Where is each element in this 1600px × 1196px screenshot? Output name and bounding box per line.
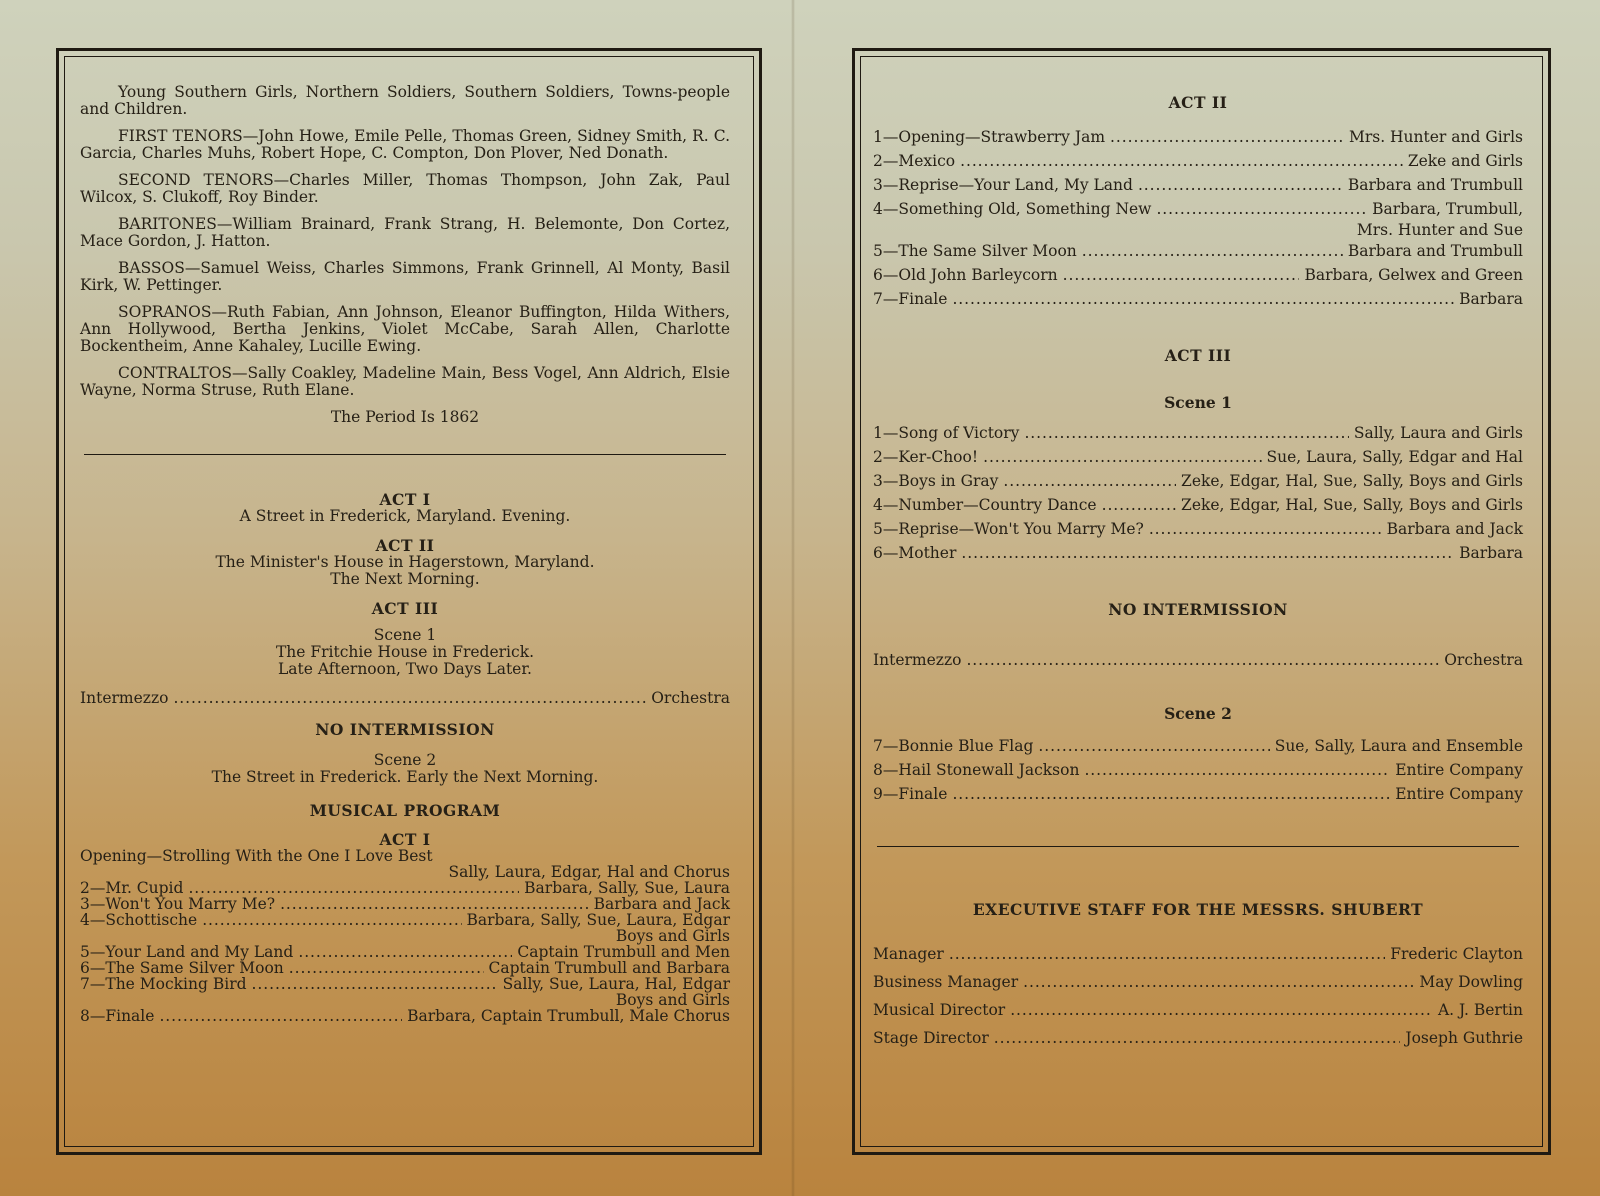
list-item: 3—Boys in Gray . . . Zeke, Edgar, Hal, Sue, Sally, Boys and Girls xyxy=(873,469,1523,493)
list-item: 9—Finale . . . Entire Company xyxy=(873,782,1523,806)
musical-program-title: MUSICAL PROGRAM xyxy=(309,801,501,820)
executive-staff-title: EXECUTIVE STAFF FOR THE MESSRS. SHUBERT xyxy=(972,900,1424,919)
act2-title: ACT II xyxy=(1168,93,1228,112)
list-item: 4—Schottische . . . Barbara, Sally, Sue, Laura, Edgar xyxy=(80,912,730,928)
no-intermission: NO INTERMISSION xyxy=(315,720,495,739)
section-divider xyxy=(84,454,726,455)
act1-setting: A Street in Frederick, Maryland. Evening. xyxy=(239,507,571,525)
left-page xyxy=(80,84,730,1024)
intermezzo-value: Orchestra xyxy=(1444,651,1523,669)
act1-title: ACT I xyxy=(379,490,431,509)
cast-first-tenors: FIRST TENORS—John Howe, Emile Pelle, Thomas Green, Sidney Smith, R. C. Garcia, Charles Muhs, Robert Hope, C. Compton, Don Plover, Ned Donath. xyxy=(80,127,730,162)
scene2-label: Scene 2 xyxy=(1164,704,1232,723)
act3-scene1-setting-line1: The Fritchie House in Frederick. xyxy=(275,643,535,661)
intermezzo-label: Intermezzo xyxy=(873,651,962,669)
period-note: The Period Is 1862 xyxy=(330,408,480,426)
act3-numbers xyxy=(873,421,1523,565)
staff-row: Musical Director . . . A. J. Bertin xyxy=(873,996,1523,1024)
act3-title: ACT III xyxy=(371,599,439,618)
list-item: 1—Song of Victory . . . Sally, Laura and Girls xyxy=(873,421,1523,445)
list-item: 3—Won't You Marry Me? . . . Barbara and Jack xyxy=(80,896,730,912)
list-item: 8—Hail Stonewall Jackson . . . Entire Company xyxy=(873,758,1523,782)
act3-title: ACT III xyxy=(1164,346,1232,365)
opening-number: Opening—Strolling With the One I Love Best xyxy=(80,847,433,865)
staff-row: Business Manager . . . May Dowling xyxy=(873,968,1523,996)
staff-row: Manager . . . Frederic Clayton xyxy=(873,940,1523,968)
staff-list xyxy=(873,940,1523,1052)
list-item: 6—Old John Barleycorn . . . Barbara, Gelwex and Green xyxy=(873,263,1523,287)
list-item: 7—Bonnie Blue Flag . . . Sue, Sally, Laura and Ensemble xyxy=(873,734,1523,758)
act2-setting-line1: The Minister's House in Hagerstown, Maryland. xyxy=(215,553,595,571)
cast-contraltos: CONTRALTOS—Sally Coakley, Madeline Main, Bess Vogel, Ann Aldrich, Elsie Wayne, Norma Struse, Ruth Elane. xyxy=(80,364,730,399)
act3-scene1-label: Scene 1 xyxy=(373,626,437,644)
cast-bassos: BASSOS—Samuel Weiss, Charles Simmons, Frank Grinnell, Al Monty, Basil Kirk, W. Pettinger. xyxy=(80,259,730,294)
mocking-bird-cast-continued: Boys and Girls xyxy=(615,991,730,1009)
act3-scene1-label: Scene 1 xyxy=(1164,393,1232,412)
cast-second-tenors: SECOND TENORS—Charles Miller, Thomas Thompson, John Zak, Paul Wilcox, S. Clukoff, Roy Binder. xyxy=(80,171,730,206)
no-intermission: NO INTERMISSION xyxy=(1108,600,1288,619)
leader-dots xyxy=(173,690,646,707)
list-item: 5—The Same Silver Moon . . . Barbara and Trumbull xyxy=(873,239,1523,263)
list-item: 2—Mexico . . . Zeke and Girls xyxy=(873,149,1523,173)
opening-cast: Sally, Laura, Edgar, Hal and Chorus xyxy=(448,863,730,881)
list-item: 3—Reprise—Your Land, My Land . . . Barbara and Trumbull xyxy=(873,173,1523,197)
act2-numbers xyxy=(873,125,1523,311)
intermezzo-row xyxy=(80,690,730,707)
page-fold xyxy=(791,0,795,1196)
list-item: 6—Mother . . . Barbara xyxy=(873,541,1523,565)
intermezzo-label: Intermezzo xyxy=(80,689,169,707)
act2-setting-line2: The Next Morning. xyxy=(330,570,480,588)
list-item: 4—Number—Country Dance . . . Zeke, Edgar, Hal, Sue, Sally, Boys and Girls xyxy=(873,493,1523,517)
musical-program-act1: ACT I xyxy=(379,830,431,849)
list-item: 5—Reprise—Won't You Marry Me? . . . Barbara and Jack xyxy=(873,517,1523,541)
list-item: 7—Finale . . . Barbara xyxy=(873,287,1523,311)
act3-scene2-label: Scene 2 xyxy=(373,751,437,769)
something-old-cast-continued: Mrs. Hunter and Sue xyxy=(1356,221,1523,239)
list-item: 5—Your Land and My Land . . . Captain Trumbull and Men xyxy=(80,944,730,960)
cast-baritones: BARITONES—William Brainard, Frank Strang, H. Belemonte, Don Cortez, Mace Gordon, J. Hatton. xyxy=(80,215,730,250)
act2-title: ACT II xyxy=(375,536,435,555)
right-page xyxy=(873,94,1523,1052)
schottische-cast-continued: Boys and Girls xyxy=(615,927,730,945)
list-item: 2—Mr. Cupid . . . Barbara, Sally, Sue, Laura xyxy=(80,880,730,896)
intermezzo-value: Orchestra xyxy=(651,689,730,707)
section-divider xyxy=(877,846,1519,847)
staff-row: Stage Director . . . Joseph Guthrie xyxy=(873,1024,1523,1052)
list-item: 2—Ker-Choo! . . . Sue, Laura, Sally, Edgar and Hal xyxy=(873,445,1523,469)
list-item: 7—The Mocking Bird . . . Sally, Sue, Laura, Hal, Edgar xyxy=(80,976,730,992)
leader-dots xyxy=(966,652,1439,669)
act3-scene1-setting-line2: Late Afternoon, Two Days Later. xyxy=(277,660,532,678)
scene2-numbers xyxy=(873,734,1523,806)
cast-sopranos: SOPRANOS—Ruth Fabian, Ann Johnson, Eleanor Buffington, Hilda Withers, Ann Hollywood, Bertha Jenkins, Violet McCabe, Sarah Allen, Charlotte Bockentheim, Anne Kahaley, Lucille Ewing. xyxy=(80,303,730,355)
list-item: 8—Finale . . . Barbara, Captain Trumbull, Male Chorus xyxy=(80,1008,730,1024)
cast-ensemble: Young Southern Girls, Northern Soldiers, Southern Soldiers, Towns-people and Children. xyxy=(80,83,730,118)
act1-numbers xyxy=(80,848,730,1024)
list-item: 1—Opening—Strawberry Jam . . . Mrs. Hunter and Girls xyxy=(873,125,1523,149)
list-item: 6—The Same Silver Moon . . . Captain Trumbull and Barbara xyxy=(80,960,730,976)
intermezzo-row xyxy=(873,652,1523,669)
list-item: 4—Something Old, Something New . . . Barbara, Trumbull, xyxy=(873,197,1523,221)
act3-scene2-setting: The Street in Frederick. Early the Next Morning. xyxy=(211,768,599,786)
